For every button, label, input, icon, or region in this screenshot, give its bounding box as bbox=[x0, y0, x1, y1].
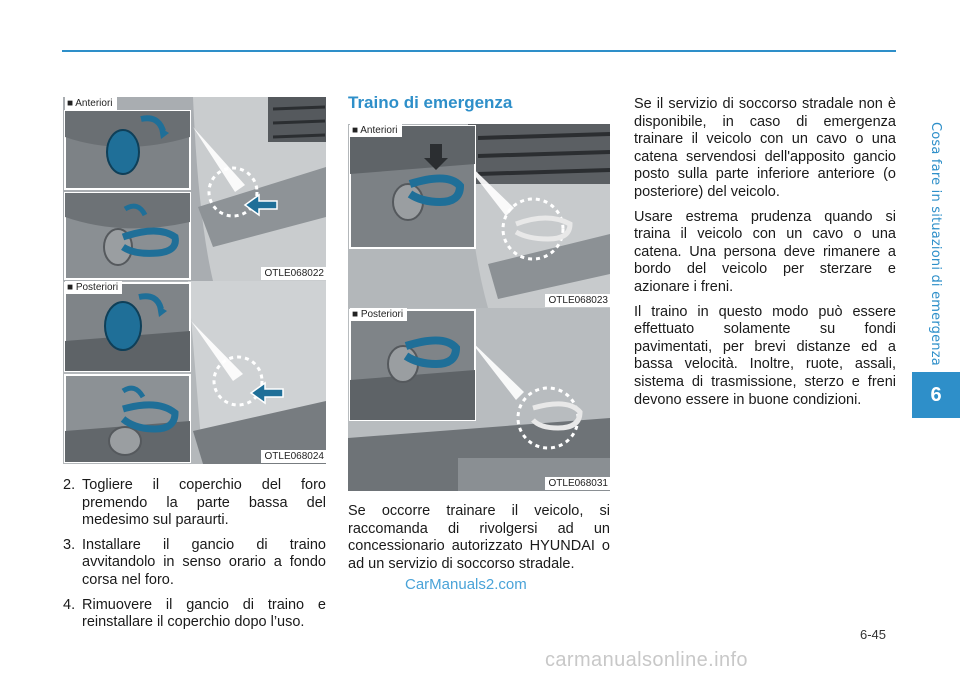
step-number: 3. bbox=[63, 536, 76, 553]
step-item bbox=[63, 537, 326, 590]
figure-front-hook-install bbox=[63, 97, 326, 281]
rear-bumper-illustration bbox=[63, 281, 326, 464]
chapter-title: Cosa fare in situazioni di emergenza bbox=[928, 122, 943, 366]
step-item bbox=[63, 477, 326, 530]
paragraph: Usare estrema prudenza quando si traina il veicolo con un cavo o una catena. Una persona deve rimanere a bordo del veicolo per sterzare e azionare i freni. bbox=[634, 208, 896, 295]
step-text: Installare il gancio di traino avvitandolo in senso orario a fondo corsa nel foro. bbox=[82, 536, 326, 588]
header-rule bbox=[62, 50, 896, 52]
towing-instructions bbox=[634, 96, 896, 416]
step-text: Rimuovere il gancio di traino e reinstallare il coperchio dopo l’uso. bbox=[82, 596, 326, 631]
paragraph: Se il servizio di soccorso stradale non è disponibile, in caso di emergenza trainare il veicolo con un cavo o una catena servendosi dell'apposito gancio posto sulla parte inferiore anteriore (o posteriore) del veicolo. bbox=[634, 96, 896, 200]
figure-label: ■ Anteriori bbox=[350, 124, 402, 137]
figure-rear-towing bbox=[348, 308, 610, 491]
page-number: 6-45 bbox=[860, 627, 887, 642]
footer-watermark: carmanualsonline.info bbox=[545, 649, 748, 671]
front-bumper-illustration bbox=[63, 97, 326, 281]
step-text: Togliere il coperchio del foro premendo la parte bassa del medesimo sul paraurti. bbox=[82, 477, 326, 529]
figure-label: ■ Posteriori bbox=[65, 281, 122, 294]
installation-steps bbox=[63, 477, 326, 639]
section-title: Traino di emergenza bbox=[348, 93, 513, 112]
chapter-number-badge: 6 bbox=[912, 372, 960, 418]
figure-code: OTLE068031 bbox=[545, 477, 611, 490]
figure-rear-hook-install bbox=[63, 281, 326, 464]
figure-label: ■ Posteriori bbox=[350, 308, 407, 321]
section-intro: Se occorre trainare il veicolo, si raccomanda di rivolgersi ad un concessionario autorizzato HYUNDAI o ad un servizio di soccorso stradale. bbox=[348, 503, 610, 572]
paragraph: Il traino in questo modo può essere effettuato solamente su fondi pavimentati, per brevi distanze ed a bassa velocità. Inoltre, ruote, assali, sistema di trasmissione, sterzo e freni devono essere in buone condizioni. bbox=[634, 303, 896, 408]
rear-towing-illustration bbox=[348, 308, 610, 491]
step-number: 2. bbox=[63, 477, 76, 493]
step-item bbox=[63, 597, 326, 632]
figure-label: ■ Anteriori bbox=[65, 97, 117, 110]
watermark-text: CarManuals2.com bbox=[405, 576, 527, 593]
figure-front-towing bbox=[348, 124, 610, 308]
step-number: 4. bbox=[63, 596, 76, 613]
figure-code: OTLE068022 bbox=[261, 267, 327, 280]
front-towing-illustration bbox=[348, 124, 610, 308]
figure-code: OTLE068024 bbox=[261, 450, 327, 463]
figure-code: OTLE068023 bbox=[545, 294, 611, 307]
